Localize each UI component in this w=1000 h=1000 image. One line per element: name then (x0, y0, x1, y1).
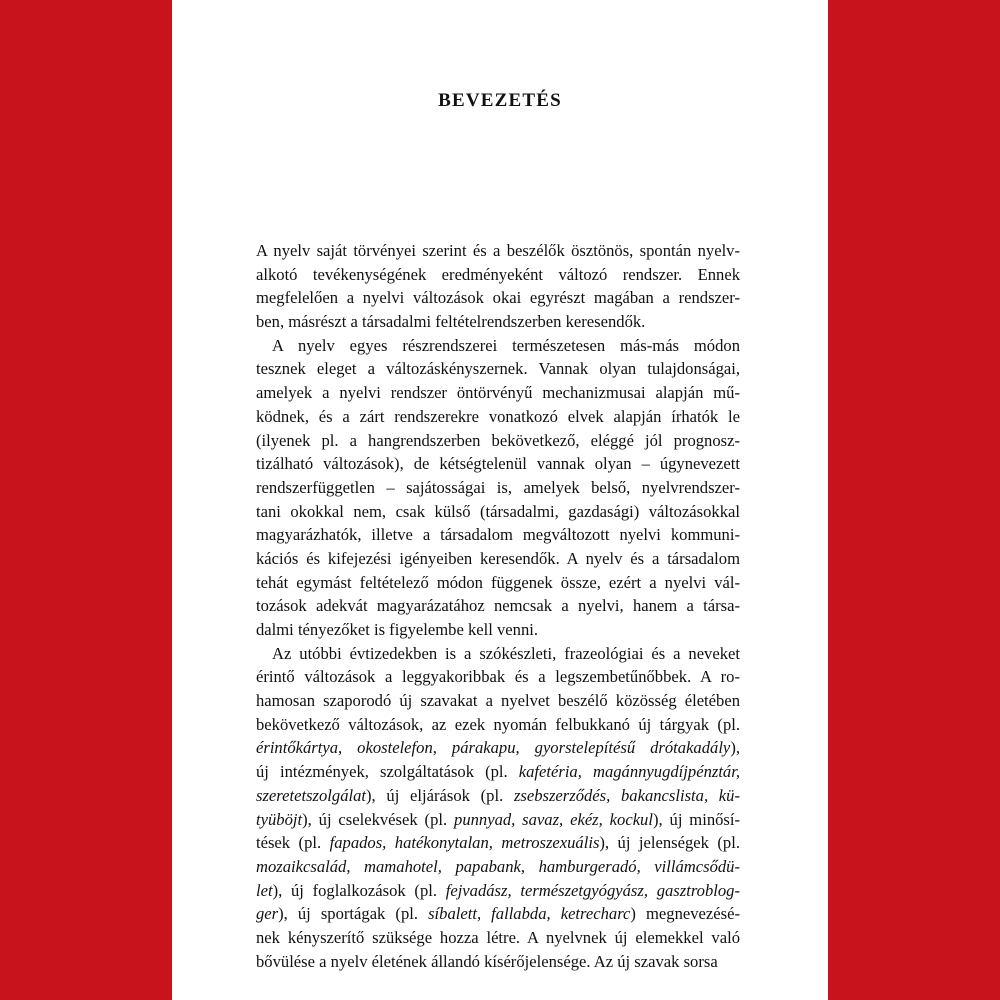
text-line (256, 902, 740, 926)
text-segment: ) megnevezésé- (630, 904, 740, 924)
paragraph (256, 334, 740, 642)
text-segment: kációs és kifejezési igényeiben keresendők. A nyelv és a társadalom (256, 548, 740, 568)
italic-example-text: punnyad, savaz, ekéz, kockul (454, 809, 653, 829)
text-line (256, 594, 740, 618)
text-segment: Az utóbbi évtizedekben is a szókészleti, frazeológiai és a neveket (272, 643, 740, 663)
body-text (256, 239, 740, 973)
text-segment: A nyelv saját törvényei szerint és a beszélők ösztönös, spontán nyelv- (256, 241, 740, 260)
text-segment: ), új jelenségek (pl. (599, 833, 740, 853)
italic-example-text: mozaikcsalád, mamahotel, papabank, hamburgeradó, villámcsődü- (256, 856, 740, 876)
text-line (256, 310, 740, 334)
text-line (256, 926, 740, 950)
text-line (256, 429, 740, 453)
text-line (256, 618, 740, 642)
text-line (256, 760, 740, 784)
italic-example-text: zsebszerződés, bakancslista, kü- (513, 785, 740, 805)
paragraph (256, 642, 740, 974)
text-line (256, 286, 740, 310)
text-line (256, 334, 740, 358)
text-line (256, 357, 740, 381)
text-segment: ), új eljárások (pl. (366, 785, 514, 805)
italic-example-text: érintőkártya, okostelefon, párakapu, gyorstelepítésű drótakadály (256, 738, 731, 758)
text-segment: tesznek eleget a változáskényszernek. Vannak olyan tulajdonságai, (256, 359, 740, 379)
text-segment: tehát egymást feltételező módon függenek össze, ezért a nyelvi vál- (256, 572, 740, 592)
text-segment: nek kényszerítő szüksége hozza létre. A nyelvnek új elemekkel való (256, 927, 740, 947)
text-line (256, 855, 740, 879)
text-segment: A nyelv egyes részrendszerei természetesen más-más módon (272, 335, 740, 355)
text-segment: ben, másrészt a társadalmi feltételrendszerben keresendők. (256, 312, 646, 332)
text-segment: tizálható változások), de kétségtelenül vannak olyan – úgynevezett (256, 454, 740, 474)
text-line (256, 784, 740, 808)
text-line (256, 500, 740, 524)
text-line (256, 736, 740, 760)
text-segment: bővülése a nyelv életének állandó kísérőjelensége. Az új szavak sorsa (256, 951, 718, 971)
text-line (256, 950, 740, 974)
book-page (172, 0, 828, 1000)
text-segment: tések (pl. (256, 833, 330, 853)
text-line (256, 713, 740, 737)
text-line (256, 689, 740, 713)
text-line (256, 831, 740, 855)
text-line (256, 452, 740, 476)
text-segment: magyarázhatók, illetve a társadalom megváltozott nyelvi kommuni- (256, 525, 740, 545)
text-segment: érintő változások a leggyakoribbak és a legszembetűnőbbek. A ro- (256, 667, 740, 687)
text-line (256, 523, 740, 547)
text-segment: ), új sportágak (pl. (278, 904, 429, 924)
text-line (256, 405, 740, 429)
text-line (256, 879, 740, 903)
italic-example-text: ger (256, 904, 279, 924)
text-segment: új intézmények, szolgáltatások (pl. (256, 762, 519, 782)
text-line (256, 476, 740, 500)
paragraph (256, 239, 740, 334)
text-segment: amelyek a nyelvi rendszer öntörvényű mechanizmusai alapján mű- (256, 383, 740, 403)
text-line (256, 642, 740, 666)
text-segment: (ilyenek pl. a hangrendszerben bekövetkező, eléggé jól prognosz- (256, 430, 740, 450)
text-segment: tozások adekvát magyarázatához nemcsak a nyelvi, hanem a társa- (256, 596, 740, 616)
italic-example-text: kafetéria, magánnyugdíjpénztár, (518, 762, 740, 782)
text-segment: tani okokkal nem, csak külső (társadalmi, gazdasági) változásokkal (256, 501, 740, 521)
text-segment: bekövetkező változások, az ezek nyomán felbukkanó új tárgyak (pl. (256, 714, 740, 734)
page-title: BEVEZETÉS (438, 90, 562, 111)
text-segment: dalmi tényezőket is figyelembe kell venni. (256, 620, 539, 639)
text-line (256, 665, 740, 689)
text-segment: alkotó tevékenységének eredményeként változó rendszer. Ennek (256, 264, 740, 284)
italic-example-text: szeretetszolgálat (256, 785, 367, 805)
italic-example-text: fapados, hatékonytalan, metroszexuális (329, 833, 600, 853)
text-line (256, 239, 740, 263)
italic-example-text: fejvadász, természetgyógyász, gasztroblog- (445, 880, 740, 900)
text-segment: megfelelően a nyelvi változások okai egyrészt magában a rendszer- (256, 288, 740, 308)
italic-example-text: síbalett, fallabda, ketrecharc (428, 904, 631, 924)
italic-example-text: tyüböjt (256, 809, 303, 829)
text-segment: hamosan szaporodó új szavakat a nyelvet beszélő közösség életében (256, 691, 740, 711)
text-line (256, 547, 740, 571)
text-line (256, 808, 740, 832)
text-line (256, 263, 740, 287)
text-line (256, 381, 740, 405)
text-segment: ), új minősí- (652, 809, 741, 829)
text-segment: ködnek, és a zárt rendszerekre vonatkozó elvek alapján írhatók le (256, 406, 740, 426)
text-line (256, 571, 740, 595)
text-segment: ), új cselekvések (pl. (302, 809, 455, 829)
text-segment: rendszerfüggetlen – sajátosságai is, amelyek belső, nyelvrendszer- (256, 477, 740, 497)
text-segment: ), (730, 738, 740, 758)
italic-example-text: let (256, 880, 273, 900)
text-segment: ), új foglalkozások (pl. (272, 880, 446, 900)
